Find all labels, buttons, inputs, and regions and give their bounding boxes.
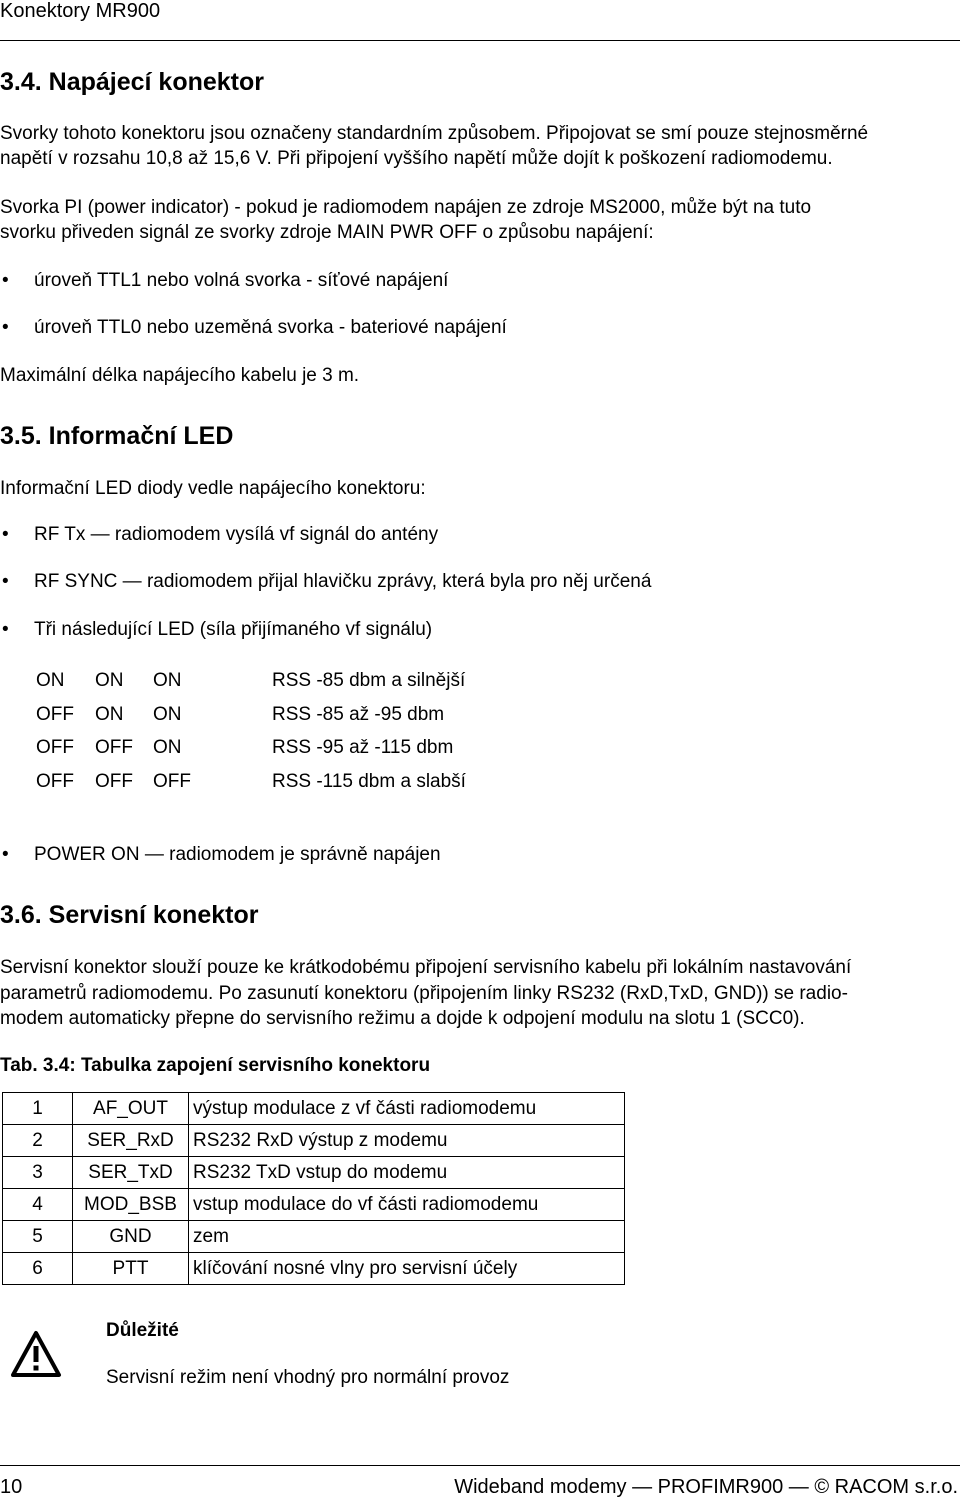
signal-description: RS232 RxD výstup z modemu [189,1125,625,1157]
paragraph-line: modem automaticky přepne do servisního režimu a dojde k odpojení modulu na slotu 1 (SCC0). [0,1008,805,1029]
footer-text: Wideband modemy — PROFIMR900 — © RACOM s.r.o. [454,1476,958,1498]
cable-length-note: Maximální délka napájecího kabelu je 3 m. [0,365,360,386]
pin-number: 2 [3,1125,73,1157]
led-state: ON [153,670,182,691]
led-state: ON [153,704,182,725]
led-meaning: RSS -85 dbm a silnější [272,670,466,691]
signal-description: vstup modulace do vf části radiomodemu [189,1189,625,1221]
led-state: OFF [36,704,74,725]
bullet-dot: • [2,524,9,545]
led-meaning: RSS -85 až -95 dbm [272,704,445,725]
led-state: OFF [95,737,133,758]
bullet-text: RF SYNC — radiomodem přijal hlavičku zprávy, která byla pro něj určená [34,571,652,592]
pin-number: 3 [3,1157,73,1189]
table-caption: Tab. 3.4: Tabulka zapojení servisního konektoru [0,1055,431,1076]
led-state: OFF [36,737,74,758]
led-meaning: RSS -95 až -115 dbm [272,737,454,758]
signal-description: RS232 TxD vstup do modemu [189,1157,625,1189]
signal-description: klíčování nosné vlny pro servisní účely [189,1253,625,1285]
section-heading-napajeci-konektor: 3.4. Napájecí konektor [0,68,265,96]
header-rule [0,40,960,41]
table-row [3,1253,625,1285]
bullet-dot: • [2,571,9,592]
led-state: OFF [36,771,74,792]
signal-name: PTT [73,1253,189,1285]
bullet-dot: • [2,619,9,640]
footer-rule [0,1465,960,1466]
paragraph-line: napětí v rozsahu 10,8 až 15,6 V. Při připojení vyššího napětí může dojít k poškození radiomodemu. [0,148,833,169]
service-connector-table [2,1092,625,1285]
bullet-dot: • [2,270,9,291]
pin-number: 1 [3,1093,73,1125]
led-state: ON [95,704,124,725]
bullet-dot: • [2,317,9,338]
paragraph-line: Svorka PI (power indicator) - pokud je radiomodem napájen ze zdroje MS2000, může být na tuto [0,197,812,218]
bullet-text: úroveň TTL0 nebo uzeměná svorka - bateriové napájení [34,317,507,338]
important-title: Důležité [106,1320,179,1341]
paragraph-line: svorku přiveden signál ze svorky zdroje MAIN PWR OFF o způsobu napájení: [0,222,654,243]
table-row [3,1157,625,1189]
table-row [3,1125,625,1157]
bullet-text: POWER ON — radiomodem je správně napájen [34,844,441,865]
led-state: ON [95,670,124,691]
paragraph-line: Svorky tohoto konektoru jsou označeny standardním způsobem. Připojovat se smí pouze stejnosměrné [0,123,869,144]
signal-name: MOD_BSB [73,1189,189,1221]
signal-description: výstup modulace z vf části radiomodemu [189,1093,625,1125]
bullet-text: úroveň TTL1 nebo volná svorka - síťové napájení [34,270,449,291]
warning-icon [10,1330,62,1378]
paragraph-line: Informační LED diody vedle napájecího konektoru: [0,478,426,499]
led-state: OFF [153,771,191,792]
signal-name: SER_RxD [73,1125,189,1157]
led-state: ON [36,670,65,691]
bullet-text: RF Tx — radiomodem vysílá vf signál do antény [34,524,439,545]
led-state: OFF [95,771,133,792]
signal-name: AF_OUT [73,1093,189,1125]
pin-number: 6 [3,1253,73,1285]
pin-number: 4 [3,1189,73,1221]
table-row [3,1093,625,1125]
paragraph-line: parametrů radiomodemu. Po zasunutí konektoru (připojením linky RS232 (RxD,TxD, GND)) se radio- [0,983,848,1004]
important-text: Servisní režim není vhodný pro normální provoz [106,1367,510,1388]
led-meaning: RSS -115 dbm a slabší [272,771,466,792]
bullet-text: Tři následující LED (síla přijímaného vf signálu) [34,619,433,640]
section-heading-informacni-led: 3.5. Informační LED [0,422,234,450]
table-row [3,1189,625,1221]
pin-number: 5 [3,1221,73,1253]
paragraph-line: Servisní konektor slouží pouze ke krátkodobému připojení servisního kabelu při lokálním nastavování [0,957,852,978]
section-heading-servisni-konektor: 3.6. Servisní konektor [0,901,259,929]
signal-name: GND [73,1221,189,1253]
table-row [3,1221,625,1253]
bullet-dot: • [2,844,9,865]
led-state: ON [153,737,182,758]
signal-description: zem [189,1221,625,1253]
running-header: Konektory MR900 [0,0,161,22]
page-number: 10 [0,1476,23,1498]
signal-name: SER_TxD [73,1157,189,1189]
